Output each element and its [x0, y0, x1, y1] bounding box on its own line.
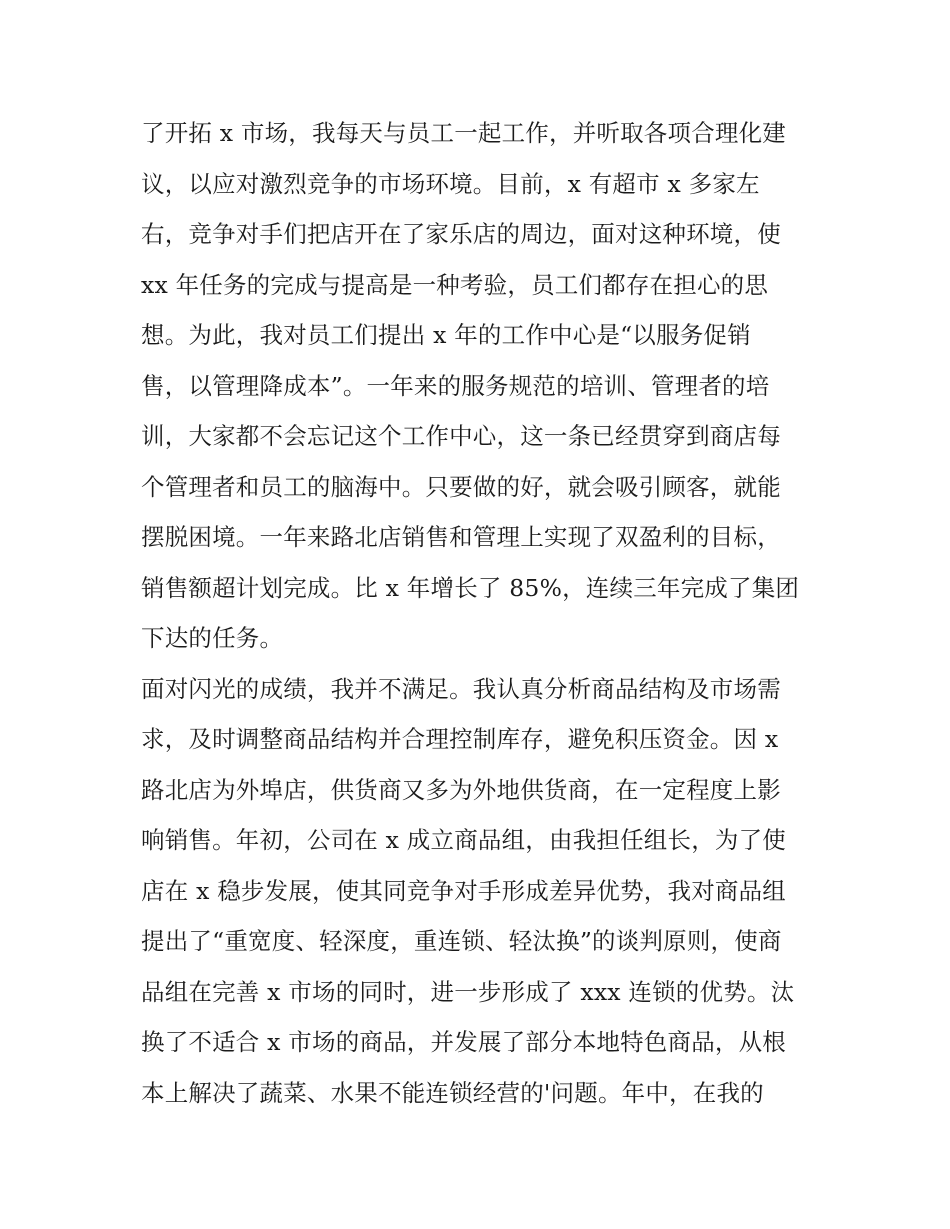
text-line: 个管理者和员工的脑海中。只要做的好，就会吸引顾客，就能 — [141, 472, 781, 501]
text-line: 售，以管理降成本”。一年来的服务规范的培训、管理者的培 — [141, 371, 770, 400]
text-line: 训，大家都不会忘记这个工作中心，这一条已经贯穿到商店每 — [141, 422, 781, 450]
text-line: xx 年任务的完成与提高是一种考验，员工们都存在担心的思 — [141, 270, 769, 299]
text-line: 右，竞争对手们把店开在了家乐店的周边，面对这种环境，使 — [141, 220, 781, 248]
text-line: 议，以应对激烈竞争的市场环境。目前，x 有超市 x 多家左 — [141, 169, 760, 198]
text-line: 店在 x 稳步发展，使其同竞争对手形成差异优势，我对商品组 — [141, 876, 786, 905]
text-line: 换了不适合 x 市场的商品，并发展了部分本地特色商品，从根 — [141, 1028, 786, 1056]
text-line: 响销售。年初，公司在 x 成立商品组，由我担任组长，为了使 — [141, 826, 786, 854]
text-line: 下达的任务。 — [141, 624, 284, 652]
text-line: 本上解决了蔬菜、水果不能连锁经营的'问题。年中，在我的 — [141, 1078, 764, 1107]
text-line: 求，及时调整商品结构并合理控制库存，避免积压资金。因 x — [141, 725, 779, 753]
text-line: 想。为此，我对员工们提出 x 年的工作中心是“以服务促销 — [141, 321, 751, 349]
text-line: 提出了“重宽度、轻深度，重连锁、轻汰换”的谈判原则，使商 — [141, 927, 782, 955]
text-line: 摆脱困境。一年来路北店销售和管理上实现了双盈利的目标， — [141, 523, 781, 551]
text-line: 了开拓 x 市场，我每天与员工一起工作，并听取各项合理化建 — [141, 119, 786, 147]
text-line: 销售额超计划完成。比 x 年增长了 85%，连续三年完成了集团 — [141, 573, 800, 602]
text-line: 路北店为外埠店，供货商又多为外地供货商，在一定程度上影 — [141, 775, 781, 804]
text-line: 品组在完善 x 市场的同时，进一步形成了 xxx 连锁的优势。汰 — [141, 977, 795, 1006]
text-line: 面对闪光的成绩，我并不满足。我认真分析商品结构及市场需 — [141, 674, 781, 703]
body-text — [141, 108, 821, 1118]
